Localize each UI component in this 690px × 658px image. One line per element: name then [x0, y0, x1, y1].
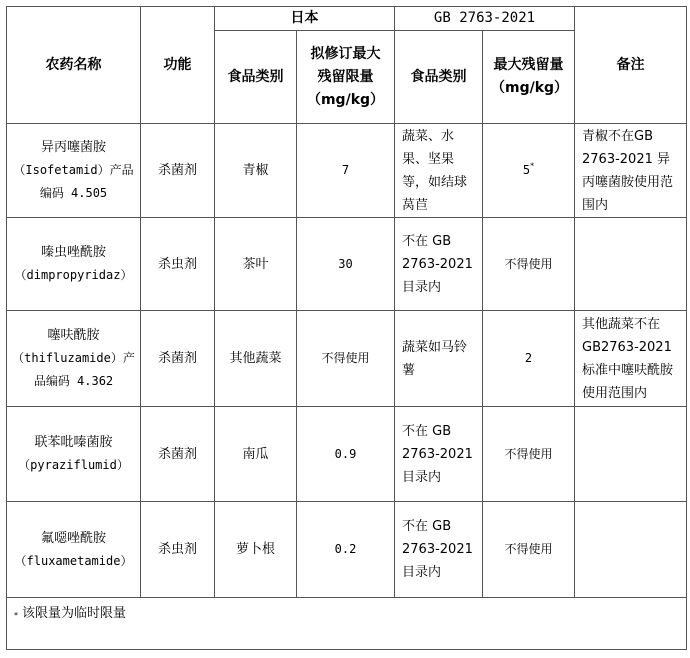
header-remarks: 备注	[575, 7, 687, 124]
pesticide-name-cn: 噻呋酰胺	[47, 328, 100, 343]
gb-food-cell: 蔬菜、水果、坚果等，如结球莴苣	[395, 124, 483, 218]
jp-mrl-cell: 30	[297, 218, 395, 311]
pesticide-name-en: （thifluzamide）产品编码 4.362	[12, 351, 135, 388]
header-japan: 日本	[215, 7, 395, 31]
gb-mrl-value: 不得使用	[504, 446, 553, 461]
footnote-mark: *	[14, 611, 18, 620]
gb-mrl-cell	[483, 407, 575, 502]
pesticide-name-en: （pyraziflumid）	[18, 458, 129, 472]
gb-mrl-cell	[483, 502, 575, 598]
gb-mrl-temporary-mark: *	[530, 161, 535, 171]
mrl-comparison-table	[6, 6, 687, 650]
jp-food-cell: 萝卜根	[215, 502, 297, 598]
function-cell: 杀菌剂	[141, 311, 215, 407]
table-row	[7, 124, 687, 218]
jp-food-cell: 南瓜	[215, 407, 297, 502]
function-cell: 杀菌剂	[141, 407, 215, 502]
table-row	[7, 311, 687, 407]
gb-mrl-cell	[483, 311, 575, 407]
gb-food-cell: 不在 GB 2763-2021 目录内	[395, 502, 483, 598]
pesticide-name-cn: 氟噁唑酰胺	[40, 530, 106, 546]
header-gb-food-category: 食品类别	[395, 31, 483, 124]
header-gb-standard: GB 2763-2021	[395, 7, 575, 31]
gb-food-cell: 不在 GB 2763-2021 目录内	[395, 218, 483, 311]
pesticide-name-cn: 嗪虫唑酰胺	[40, 245, 106, 260]
gb-mrl-value: 2	[524, 351, 533, 365]
footnote	[7, 598, 687, 650]
header-proposed-mrl: 拟修订最大残留限量（mg/kg）	[297, 31, 395, 124]
remarks-cell: 其他蔬菜不在GB2763-2021标准中噻呋酰胺使用范围内	[575, 311, 687, 407]
pesticide-name-cell	[7, 407, 141, 502]
header-function: 功能	[141, 7, 215, 124]
table-row	[7, 502, 687, 598]
gb-food-cell: 不在 GB 2763-2021 目录内	[395, 407, 483, 502]
jp-mrl-cell: 7	[297, 124, 395, 218]
gb-mrl-cell	[483, 124, 575, 218]
table-row	[7, 218, 687, 311]
header-max-residue: 最大残留量（mg/kg）	[483, 31, 575, 124]
remarks-cell	[575, 502, 687, 598]
pesticide-name-cn: 异丙噻菌胺	[40, 140, 106, 155]
function-cell: 杀虫剂	[141, 218, 215, 311]
header-pesticide-name: 农药名称	[7, 7, 141, 124]
pesticide-name-cell	[7, 311, 141, 407]
jp-mrl-cell: 不得使用	[297, 311, 395, 407]
pesticide-name-en: （fluxametamide）	[14, 553, 133, 568]
remarks-cell	[575, 407, 687, 502]
pesticide-name-cell	[7, 502, 141, 598]
gb-mrl-value: 5	[522, 163, 531, 177]
jp-mrl-cell: 0.2	[297, 502, 395, 598]
footnote-text: 该限量为临时限量	[22, 606, 127, 621]
pesticide-name-cn: 联苯吡嗪菌胺	[34, 435, 113, 450]
pesticide-name-cell	[7, 218, 141, 311]
pesticide-name-en: （dimpropyridaz）	[14, 268, 133, 282]
jp-food-cell: 青椒	[215, 124, 297, 218]
function-cell: 杀菌剂	[141, 124, 215, 218]
remarks-cell: 青椒不在GB 2763-2021 异丙噻菌胺使用范围内	[575, 124, 687, 218]
gb-mrl-cell	[483, 218, 575, 311]
gb-mrl-value: 不得使用	[504, 256, 553, 271]
table-row	[7, 407, 687, 502]
jp-mrl-cell: 0.9	[297, 407, 395, 502]
pesticide-name-cell	[7, 124, 141, 218]
header-jp-food-category: 食品类别	[215, 31, 297, 124]
pesticide-name-en: （Isofetamid）产品编码 4.505	[13, 163, 134, 200]
gb-food-cell: 蔬菜如马铃薯	[395, 311, 483, 407]
jp-food-cell: 茶叶	[215, 218, 297, 311]
function-cell: 杀虫剂	[141, 502, 215, 598]
jp-food-cell: 其他蔬菜	[215, 311, 297, 407]
remarks-cell	[575, 218, 687, 311]
gb-mrl-value: 不得使用	[504, 542, 553, 556]
